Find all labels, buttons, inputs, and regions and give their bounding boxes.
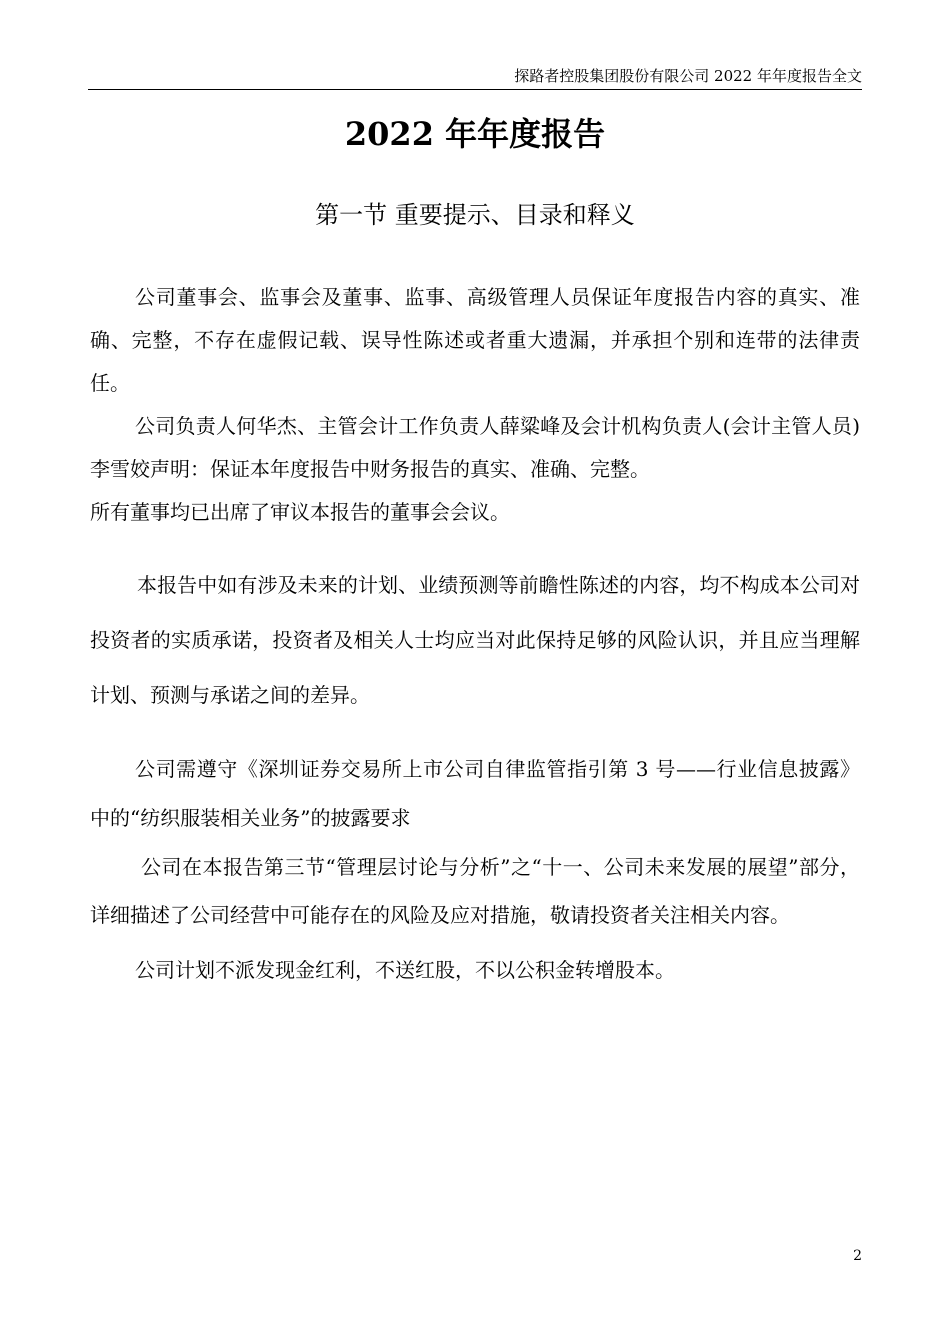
running-header: 探路者控股集团股份有限公司 2022 年年度报告全文 (514, 67, 862, 85)
page-number: 2 (853, 1248, 862, 1264)
paragraph-responsible-persons: 公司负责人何华杰、主管会计工作负责人薛粱峰及会计机构负责人(会计主管人员)李雪姣声明：保证本年度报告中财务报告的真实、准确、完整。 (90, 414, 860, 481)
paragraph-disclosure-guideline: 公司需遵守《深圳证券交易所上市公司自律监管指引第 3 号——行业信息披露》中的“纺织服装相关业务”的披露要求 (90, 757, 860, 830)
paragraph-risk-reference: 公司在本报告第三节“管理层讨论与分析”之“十一、公司未来发展的展望”部分，详细描述了公司经营中可能存在的风险及应对措施，敬请投资者关注相关内容。 (90, 855, 860, 927)
paragraph-directors-attendance: 所有董事均已出席了审议本报告的董事会会议。 (90, 500, 510, 524)
document-body (90, 276, 860, 992)
paragraph-board-guarantee: 公司董事会、监事会及董事、监事、高级管理人员保证年度报告内容的真实、准确、完整，不存在虚假记载、误导性陈述或者重大遗漏，并承担个别和连带的法律责任。 (90, 285, 860, 395)
section-title: 第一节 重要提示、目录和释义 (315, 201, 635, 229)
document-title: 2022 年年度报告 (344, 115, 606, 153)
paragraph-forward-looking: 本报告中如有涉及未来的计划、业绩预测等前瞻性陈述的内容，均不构成本公司对投资者的实质承诺，投资者及相关人士均应当对此保持足够的风险认识，并且应当理解计划、预测与承诺之间的差异。 (90, 573, 860, 707)
paragraph-dividend-plan: 公司计划不派发现金红利，不送红股，不以公积金转增股本。 (135, 958, 675, 982)
header-divider (88, 89, 862, 90)
